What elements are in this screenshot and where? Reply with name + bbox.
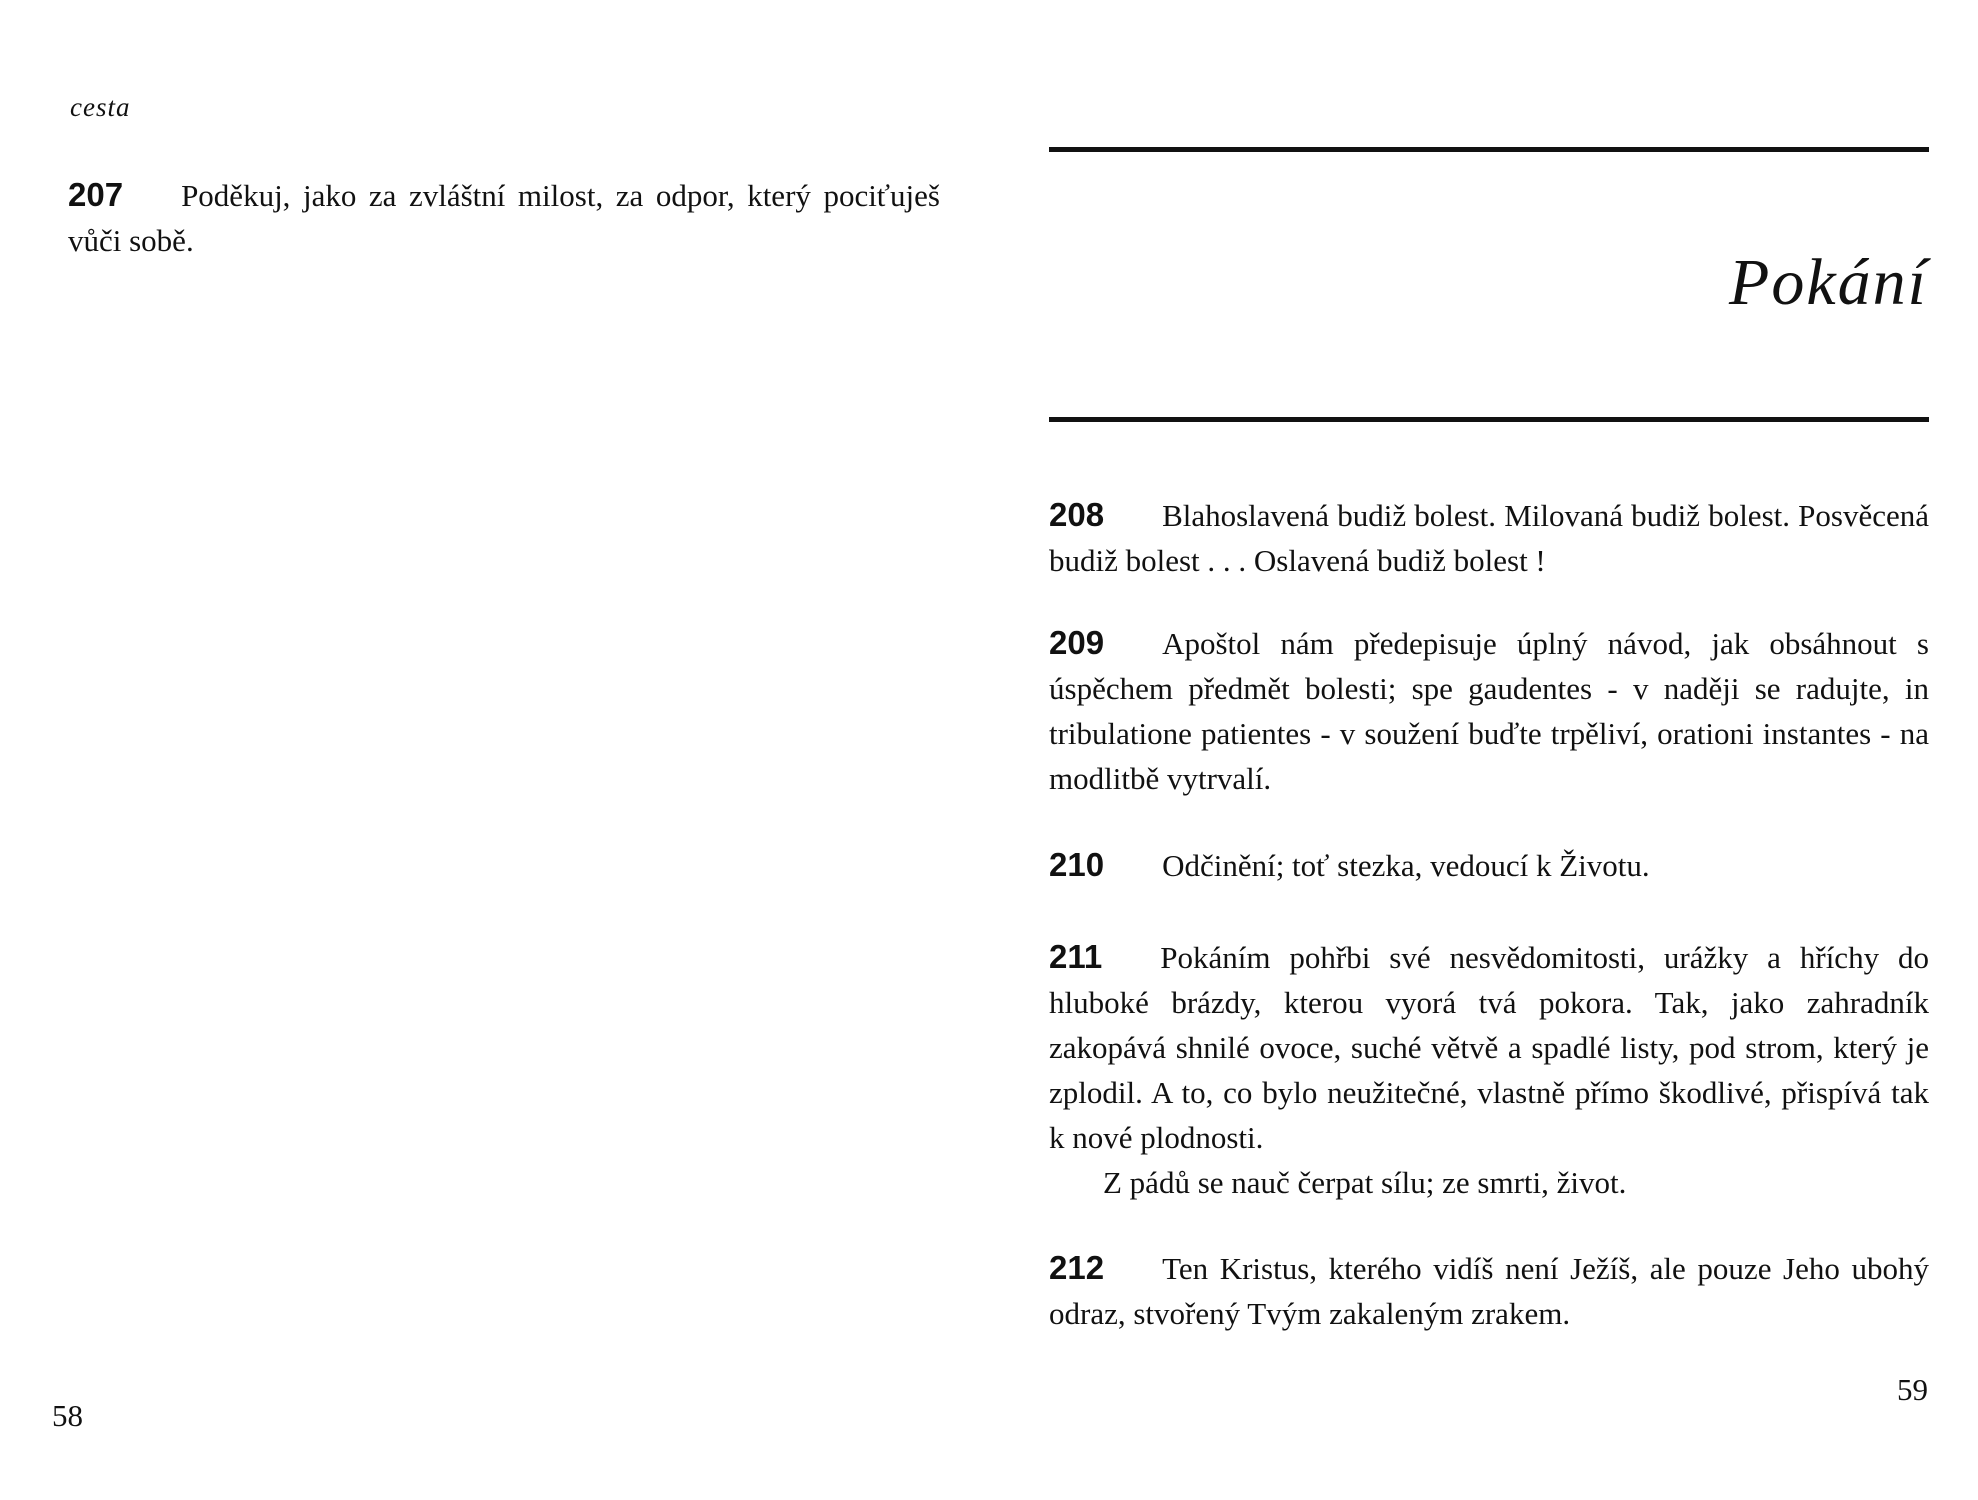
- entry-text: Odčinění; toť stezka, vedoucí k Životu.: [1162, 848, 1650, 883]
- entry-text: Poděkuj, jako za zvláštní milost, za odpor, který pociťuješ vůči sobě.: [68, 178, 940, 258]
- entry-number: 210: [1049, 846, 1105, 883]
- running-head: cesta: [70, 92, 131, 122]
- entry-210: [1049, 842, 1929, 888]
- page-number: 59: [1897, 1372, 1928, 1407]
- entry-212: [1049, 1245, 1929, 1336]
- entry-text: Blahoslavená budiž bolest. Milovaná budiž bolest. Posvěcená budiž bolest . . . Oslavená budiž bolest !: [1049, 498, 1929, 578]
- page-number: 58: [52, 1398, 83, 1433]
- entry-207: [68, 172, 940, 263]
- entry-text: Apoštol nám předepisuje úplný návod, jak obsáhnout s úspěchem předmět bolesti; spe gaudentes - v naději se radujte, in tribulatione patientes - v soužení buďte trpěliví, orationi instantes - na modlitbě vytrvalí.: [1049, 626, 1929, 796]
- right-page: [989, 0, 1978, 1500]
- bottom-rule: [1049, 417, 1929, 422]
- entry-208: [1049, 492, 1929, 583]
- chapter-title: Pokání: [1729, 246, 1928, 319]
- entry-text-paragraph-2: Z pádů se nauč čerpat sílu; ze smrti, život.: [1103, 1165, 1627, 1200]
- entry-text: Pokáním pohřbi své nesvědomitosti, urážky a hříchy do hluboké brázdy, kterou vyorá tvá pokora. Tak, jako zahradník zakopává shnilé ovoce, suché větvě a spadlé listy, pod strom, který je zplodil. A to, co bylo neužitečné, vlastně přímo škodlivé, přispívá tak k nové plodnosti.: [1049, 940, 1929, 1155]
- entry-211: [1049, 934, 1929, 1205]
- entry-text: Ten Kristus, kterého vidíš není Ježíš, ale pouze Jeho ubohý odraz, stvořený Tvým zakaleným zrakem.: [1049, 1251, 1929, 1331]
- entry-number: 209: [1049, 624, 1105, 661]
- entry-209: [1049, 620, 1929, 801]
- entry-number: 212: [1049, 1249, 1105, 1286]
- entry-number: 211: [1049, 938, 1103, 975]
- entry-number: 208: [1049, 496, 1105, 533]
- entry-number: 207: [68, 176, 124, 213]
- top-rule: [1049, 147, 1929, 152]
